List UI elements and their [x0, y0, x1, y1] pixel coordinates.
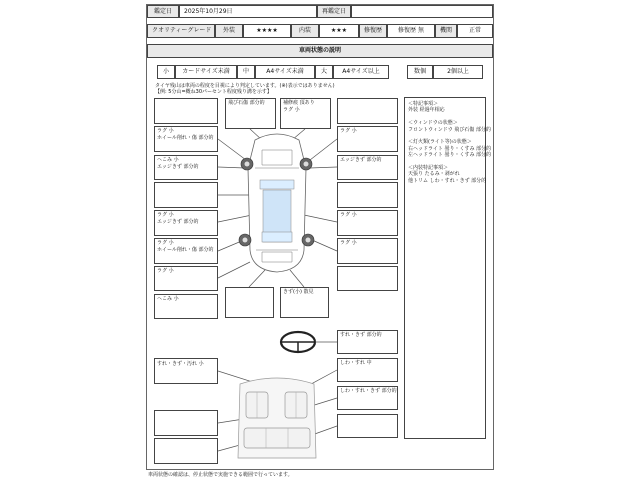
steering-wheel-icon [281, 332, 315, 352]
interior-label: 内装 [291, 24, 319, 38]
inspection-date-label: 鑑定日 [147, 5, 179, 18]
label-l6: ラグ 小 [157, 268, 174, 274]
label-top-b2: ラグ 小 [283, 107, 300, 113]
engine-label: 機関 [435, 24, 457, 38]
label-l4: ラグ 小 [157, 212, 174, 218]
label-r2: エッジきず 部分的 [340, 157, 382, 163]
interior-rating: ★★★ [319, 24, 359, 38]
notes-line: 他トリム しわ・すれ・きず 部分的 [408, 177, 487, 184]
label-l2b: エッジきず 部分的 [157, 164, 199, 170]
footer-note: 車両状態の確認は、停止状態で実施できる範囲で行っています。 [148, 472, 293, 478]
label-rear-mid: きず(小) 散見 [283, 289, 314, 295]
notes-line: 左ヘッドライト 曇り・くすみ 部分的 [408, 152, 492, 159]
label-rl-1: ラグ 小 [157, 240, 174, 246]
legend-small-desc: カードサイズ未満 [175, 65, 237, 79]
exterior-rating: ★★★★ [243, 24, 291, 38]
label-int-r3: しわ・すれ・きず 部分的 [340, 388, 397, 394]
legend-large-desc: A4サイズ以上 [333, 65, 389, 79]
notes-line: ＜灯火類(ライト等)の状態＞ [408, 139, 472, 146]
label-int-r2: しわ・すれ 中 [340, 360, 372, 366]
legend-medium-desc: A4サイズ未満 [255, 65, 315, 79]
notes-line: 右ヘッドライト 曇り・くすみ 部分的 [408, 145, 492, 152]
legend-large-label: 大 [315, 65, 333, 79]
legend-small-label: 小 [157, 65, 175, 79]
notes-line: 天張り たるみ・剥がれ [408, 171, 460, 178]
engine-value: 正常 [457, 24, 493, 38]
notes-line: ＜ウィンドウの状態＞ [408, 120, 458, 127]
label-top-a: 飛び石傷 部分的 [228, 100, 265, 106]
label-int-r1: すれ・きず 部分的 [340, 332, 382, 338]
label-rl-2: ホイール削れ・傷 部分的 [157, 247, 214, 253]
label-l4b: エッジきず 部分的 [157, 219, 199, 225]
legend-count-desc: 2個以上 [433, 65, 483, 79]
notes-line: 外装 経過年相応 [408, 107, 445, 114]
label-top-b1: 補修痕 頂あり [283, 100, 315, 106]
label-l7: ヘこみ 小 [157, 296, 179, 302]
section-title: 車両状態の説明 [147, 44, 493, 58]
label-fl-2: ホイール削れ・傷 部分的 [157, 135, 214, 141]
legend-count-label: 数個 [407, 65, 433, 79]
repair-history-label: 修復歴 [359, 24, 387, 38]
inspection-date-value: 2025年10月29日 [179, 5, 317, 18]
tire-note-2: 【例: 5分山=概ね30パーセント程度残り溝を示す】 [155, 89, 272, 95]
notes-line: ＜内装特記事項＞ [408, 165, 449, 172]
label-r4: ラグ 小 [340, 212, 357, 218]
label-r5: ラグ 小 [340, 240, 357, 246]
tire-note-1: タイヤ残山は車両の程度を目視により判定しています。(※)表示ではありません) [155, 83, 335, 89]
label-r1: ラグ 小 [340, 128, 357, 134]
label-l2a: ヘこみ 小 [157, 157, 179, 163]
repair-history-value: 修復歴 無 [387, 24, 435, 38]
legend-medium-label: 中 [237, 65, 255, 79]
reinspection-label: 再鑑定日 [317, 5, 351, 18]
notes-line: ＜特記事項＞ [408, 101, 439, 107]
label-fl-1: ラグ 小 [157, 128, 174, 134]
exterior-label: 外装 [215, 24, 243, 38]
quality-grade-label: クオリティーグレード [147, 24, 215, 38]
notes-line: フロントウィンドウ 飛び石傷 部分的 [408, 126, 491, 133]
label-int-l1: すれ・きず・汚れ 小 [157, 361, 204, 367]
